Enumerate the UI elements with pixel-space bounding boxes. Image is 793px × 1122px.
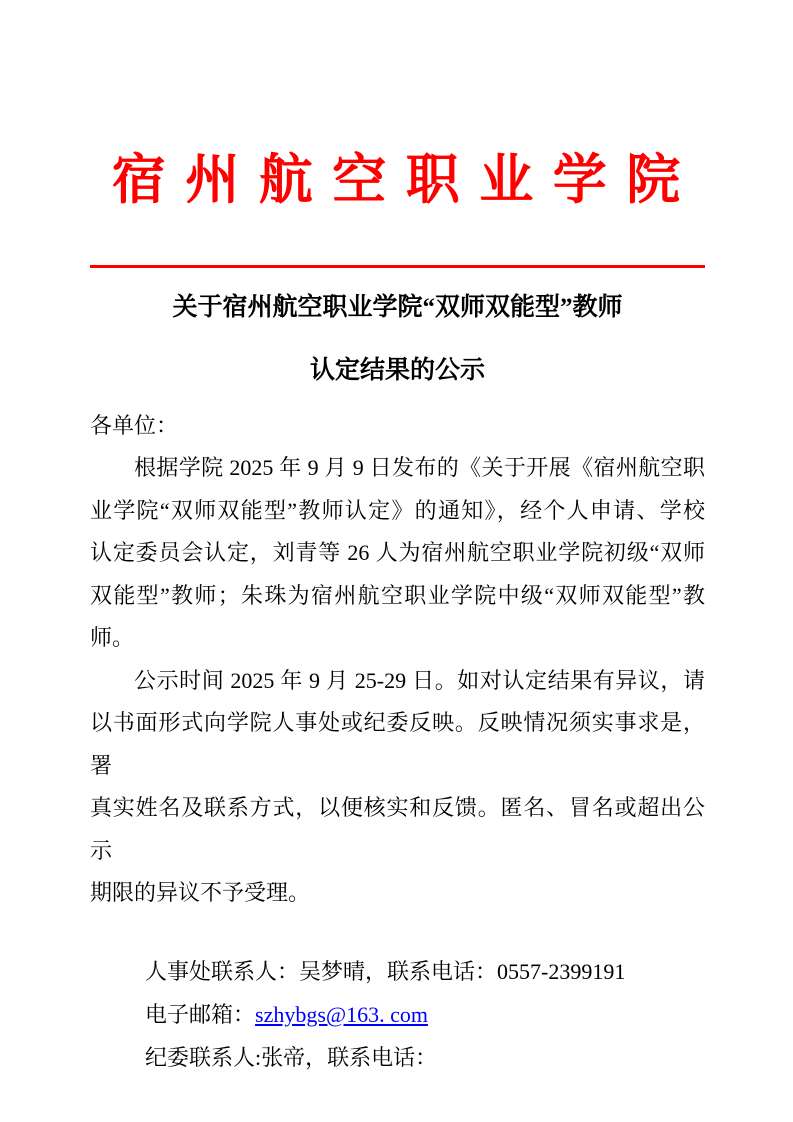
paragraph1-line-1: 根据学院 2025 年 9 月 9 日发布的《关于开展《宿州航空职 <box>134 455 705 481</box>
discipline-contact-line: 纪委联系人:张帝，联系电话： <box>145 1044 438 1070</box>
hr-contact-line: 人事处联系人：吴梦晴，联系电话：0557-2399191 <box>145 958 626 984</box>
paragraph1-line-4: 双能型”教师；朱珠为宿州航空职业学院中级“双师双能型”教 <box>90 582 705 608</box>
document-body <box>90 405 705 915</box>
salutation: 各单位： <box>90 412 179 438</box>
document-title-line2: 认定结果的公示 <box>309 356 485 384</box>
email-link[interactable]: szhybgs@163. com <box>255 1001 429 1027</box>
college-letterhead: 宿 州 航 空 职 业 学 院 <box>111 150 684 210</box>
letterhead-divider <box>90 265 705 268</box>
paragraph1-line-5: 师。 <box>90 625 135 651</box>
paragraph2-line-2: 以书面形式向学院人事处或纪委反映。反映情况须实事求是，署 <box>90 710 705 778</box>
paragraph2-line-1: 公示时间 2025 年 9 月 25-29 日。如对认定结果有异议，请 <box>134 667 705 693</box>
contact-block <box>90 950 705 1079</box>
paragraph1-line-2: 业学院“双师双能型”教师认定》的通知》，经个人申请、学校 <box>90 497 705 523</box>
paragraph1-line-3: 认定委员会认定，刘青等 26 人为宿州航空职业学院初级“双师 <box>90 540 705 566</box>
document-title-line1: 关于宿州航空职业学院“双师双能型”教师 <box>172 293 623 321</box>
paragraph2-line-4: 期限的异议不予受理。 <box>90 880 311 906</box>
email-line <box>90 993 705 1036</box>
document-title <box>90 295 705 383</box>
email-label: 电子邮箱： <box>145 1001 256 1027</box>
paragraph2-line-3: 真实姓名及联系方式，以便核实和反馈。匿名、冒名或超出公示 <box>90 795 705 863</box>
